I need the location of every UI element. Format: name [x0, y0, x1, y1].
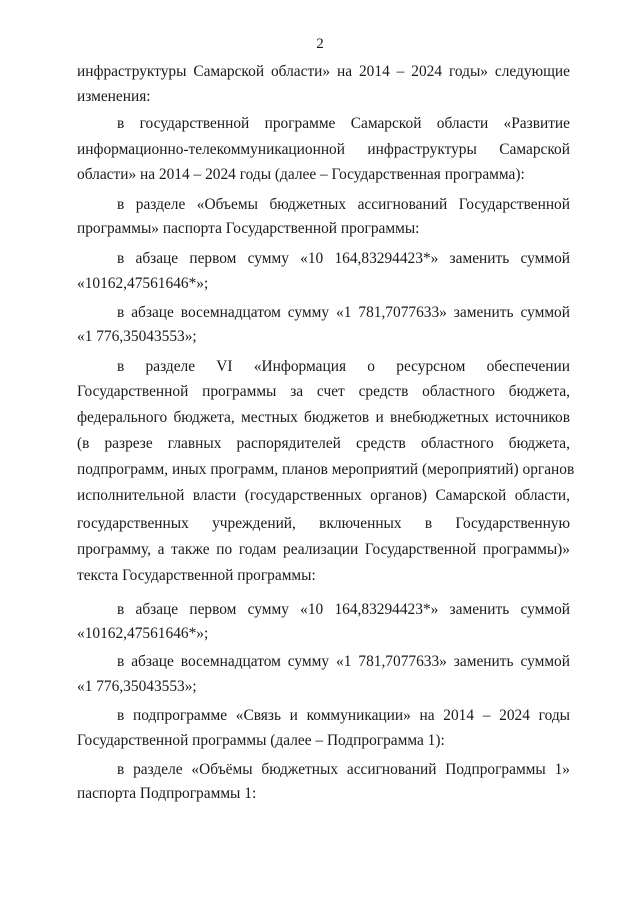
- text-line: инфраструктуры Самарской области» на 2014 – 2024 годы» следующие: [77, 63, 570, 80]
- text-line: информационно-телекоммуникационной инфраструктуры Самарской: [77, 141, 570, 158]
- text-line: в абзаце первом сумму «10 164,83294423*» заменить суммой: [117, 601, 570, 618]
- text-line: «1 776,35043553»;: [77, 678, 197, 695]
- text-line: (в разрезе главных распорядителей средств областного бюджета,: [77, 435, 570, 452]
- text-line: подпрограмм, иных программ, планов мероприятий (мероприятий) органов: [77, 461, 575, 478]
- text-line: в разделе «Объемы бюджетных ассигнований Государственной: [117, 196, 570, 213]
- text-line: «10162,47561646*»;: [77, 275, 209, 292]
- text-line: текста Государственной программы:: [77, 567, 316, 584]
- text-line: федерального бюджета, местных бюджетов и внебюджетных источников: [77, 409, 570, 426]
- text-line: в государственной программе Самарской области «Развитие: [117, 115, 570, 132]
- text-line: в абзаце первом сумму «10 164,83294423*» заменить суммой: [117, 250, 570, 267]
- text-line: изменения:: [77, 88, 151, 105]
- text-line: в абзаце восемнадцатом сумму «1 781,7077633» заменить суммой: [117, 653, 570, 670]
- text-line: в подпрограмме «Связь и коммуникации» на 2014 – 2024 годы: [117, 707, 570, 724]
- text-line: области» на 2014 – 2024 годы (далее – Государственная программа):: [77, 166, 525, 183]
- text-line: Государственной программы (далее – Подпрограмма 1):: [77, 732, 445, 749]
- text-line: программы» паспорта Государственной программы:: [77, 220, 420, 237]
- text-line: в разделе VI «Информация о ресурсном обеспечении: [117, 358, 570, 375]
- text-line: программу, а также по годам реализации Государственной программы)»: [77, 541, 570, 558]
- page-number: 2: [316, 36, 324, 52]
- text-line: «1 776,35043553»;: [77, 328, 197, 345]
- text-line: в разделе «Объёмы бюджетных ассигнований Подпрограммы 1»: [117, 761, 570, 778]
- text-line: Государственной программы за счет средств областного бюджета,: [77, 383, 570, 400]
- text-line: государственных учреждений, включенных в Государственную: [77, 515, 570, 532]
- text-line: паспорта Подпрограммы 1:: [77, 785, 257, 802]
- text-line: «10162,47561646*»;: [77, 625, 209, 642]
- text-line: в абзаце восемнадцатом сумму «1 781,7077633» заменить суммой: [117, 304, 570, 321]
- text-line: исполнительной власти (государственных органов) Самарской области,: [77, 487, 570, 504]
